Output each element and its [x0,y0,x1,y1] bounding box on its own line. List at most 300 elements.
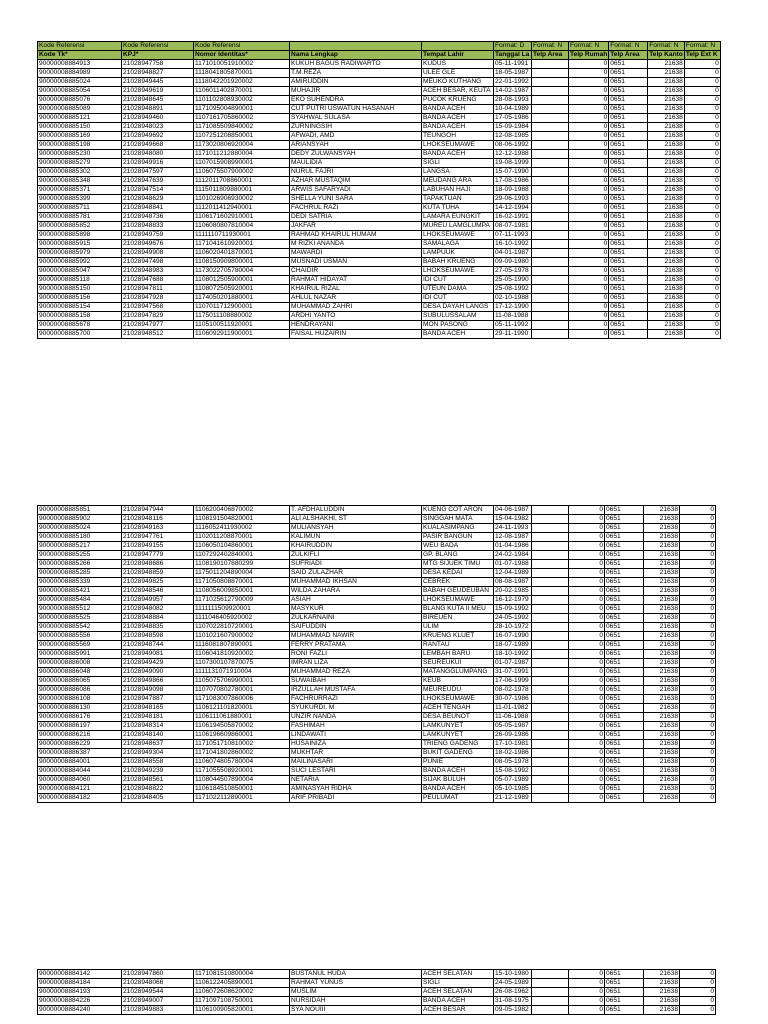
tanggal-lahir-cell: 17-08-1986 [494,177,532,186]
tanggal-lahir-cell: 04-06-1987 [494,506,532,515]
kode-tk-cell: 90000008885348 [38,177,122,186]
kode-tk-cell: 90000008886065 [38,677,122,686]
kode-tk-cell: 90000008885421 [38,587,122,596]
table-row [38,1006,716,1015]
table-row [38,578,716,587]
telp-kantor-cell: 21638 [648,195,685,204]
telp-area-kantor-cell: 0651 [605,767,644,776]
telp-kantor-cell: 21638 [644,785,680,794]
kode-tk-cell: 90000008884001 [38,758,122,767]
telp-rumah-cell: 0 [569,704,605,713]
tanggal-lahir-cell: 30-07-1986 [494,695,532,704]
telp-area-cell [532,60,569,69]
nama-lengkap-cell: ARIANSYAH [290,141,422,150]
tempat-lahir-cell: DESA DAYAH LANGS [422,303,494,312]
kode-tk-cell: 90000008885525 [38,614,122,623]
nomor-identitas-cell: 1108191504820001 [194,515,290,524]
telp-kantor-cell: 21638 [648,69,685,78]
telp-ext-cell: 0 [680,776,716,785]
table-row [38,105,721,114]
table-row [38,740,716,749]
nama-lengkap-cell: SAID ZULAZHAR [290,569,422,578]
telp-area-cell [532,258,569,267]
telp-rumah-cell: 0 [569,668,605,677]
telp-area-kantor-cell: 0651 [609,87,648,96]
telp-area-kantor-cell: 0651 [609,105,648,114]
nomor-identitas-cell: 1111131071910004 [194,668,290,677]
kpj-cell: 21028948558 [122,758,194,767]
table-row [38,614,716,623]
nama-lengkap-cell: MUSLIM [290,988,422,997]
telp-rumah-cell: 0 [569,551,605,560]
telp-area-cell [532,970,569,979]
tanggal-lahir-cell: 01-04-1986 [494,542,532,551]
nomor-identitas-cell: 1173022705780004 [194,267,290,276]
nama-lengkap-cell: SUWAIBAH [290,677,422,686]
telp-rumah-cell: 0 [569,204,609,213]
nomor-identitas-cell: 1171025612790009 [194,596,290,605]
nomor-identitas-cell: 1106100905820001 [194,1006,290,1015]
telp-ext-cell: 0 [684,276,720,285]
header-row-columns [38,51,721,60]
telp-kantor-cell: 21638 [644,524,680,533]
telp-rumah-cell: 0 [569,632,605,641]
telp-kantor-cell: 21638 [644,695,680,704]
tempat-lahir-cell: ULIM [422,623,494,632]
tempat-lahir-cell: PUNIE [422,758,494,767]
table-row [38,542,716,551]
nomor-identitas-cell: 1116081807890001 [194,641,290,650]
telp-area-cell [532,587,569,596]
nomor-identitas-cell: 1101021607900002 [194,632,290,641]
table-row [38,979,716,988]
tanggal-lahir-cell: 26-09-1986 [494,731,532,740]
tanggal-lahir-cell: 08-07-1981 [494,222,532,231]
tempat-lahir-cell: BANDA ACEH [422,123,494,132]
telp-ext-cell: 0 [684,285,720,294]
nama-lengkap-cell: MASYKUR [290,605,422,614]
kpj-cell: 21028948082 [122,605,194,614]
nomor-identitas-cell: 1107161705860002 [194,114,290,123]
telp-ext-cell: 0 [680,506,716,515]
nomor-identitas-cell: 1106050104860001 [194,542,290,551]
tempat-lahir-cell: BANDA ACEH [422,330,494,339]
tanggal-lahir-cell: 25-05-1990 [494,276,532,285]
kpj-cell: 21028949825 [122,578,194,587]
nomor-identitas-cell: 1115011809880001 [194,186,290,195]
telp-rumah-cell: 0 [569,1006,605,1015]
table-row [38,695,716,704]
table-row [38,285,721,294]
kpj-cell: 21028948080 [122,150,194,159]
nama-lengkap-cell: MUKHTAR [290,749,422,758]
telp-area-kantor-cell: 0651 [605,677,644,686]
telp-rumah-cell: 0 [569,303,609,312]
telp-kantor-cell: 21638 [644,596,680,605]
telp-ext-cell: 0 [684,294,720,303]
telp-area-cell [532,114,569,123]
tanggal-lahir-cell: 09-09-1980 [494,258,532,267]
tempat-lahir-cell: SINGGAH MATA [422,515,494,524]
kode-tk-cell: 90000008884184 [38,979,122,988]
telp-rumah-cell: 0 [569,150,609,159]
kpj-cell: 21028948841 [122,204,194,213]
kode-tk-cell: 90000008885991 [38,650,122,659]
telp-area-kantor-cell: 0651 [605,506,644,515]
nomor-identitas-cell: 1108190107880299 [194,560,290,569]
telp-rumah-cell: 0 [569,749,605,758]
nama-lengkap-cell: NETARIA [290,776,422,785]
tanggal-lahir-cell: 29-06-1993 [494,195,532,204]
tempat-lahir-cell: ACEH BESAR [422,1006,494,1015]
nama-lengkap-cell: M RIZKI ANANDA [290,240,422,249]
tempat-lahir-cell: SIGLI [422,159,494,168]
telp-area-kantor-cell: 0651 [609,150,648,159]
telp-ext-cell: 0 [680,758,716,767]
tempat-lahir-cell: LAMKUNYET [422,722,494,731]
nomor-identitas-cell: 1108072505920001 [194,285,290,294]
kpj-cell: 21028949155 [122,542,194,551]
nama-lengkap-cell: MUHAMMAD IKHSAN [290,578,422,587]
telp-rumah-cell: 0 [569,213,609,222]
kode-tk-cell: 90000008884193 [38,988,122,997]
nomor-identitas-cell: 1111046405920002 [194,614,290,623]
tempat-lahir-cell: BANDA ACEH [422,105,494,114]
header-cell: Format: D [494,42,532,51]
telp-area-kantor-cell: 0651 [609,60,648,69]
nomor-identitas-cell: 1107292402840001 [194,551,290,560]
nama-lengkap-cell: NURUL FAJRI [290,168,422,177]
telp-kantor-cell: 21638 [648,303,685,312]
kode-tk-cell: 90000008885266 [38,560,122,569]
kpj-cell: 21028947829 [122,312,194,321]
telp-area-kantor-cell: 0651 [605,587,644,596]
nama-lengkap-cell: MUHAJIR [290,87,422,96]
kode-tk-cell: 90000008885118 [38,276,122,285]
nama-lengkap-cell: MUSNADI USMAN [290,258,422,267]
telp-ext-cell: 0 [680,605,716,614]
kode-tk-cell: 90000008885169 [38,132,122,141]
tanggal-lahir-cell: 24-11-1993 [494,524,532,533]
tanggal-lahir-cell: 31-07-1991 [494,668,532,677]
table-row [38,713,716,722]
telp-area-cell [532,87,569,96]
nomor-identitas-cell: 1171097108750001 [194,997,290,1006]
kode-tk-cell: 90000008886176 [38,713,122,722]
telp-area-cell [532,767,569,776]
tempat-lahir-cell: BANDA ACEH [422,785,494,794]
nomor-identitas-cell: 1111110711930001 [194,231,290,240]
telp-area-cell [532,596,569,605]
kode-tk-cell: 90000008886130 [38,704,122,713]
tempat-lahir-cell: TEUNGOH [422,132,494,141]
telp-ext-cell: 0 [684,321,720,330]
telp-rumah-cell: 0 [569,641,605,650]
telp-kantor-cell: 21638 [644,749,680,758]
nama-lengkap-cell: BUSTANUL HUDA [290,970,422,979]
kode-tk-cell: 90000008884989 [38,69,122,78]
telp-ext-cell: 0 [684,231,720,240]
nomor-identitas-cell: 1101026906930002 [194,195,290,204]
nama-lengkap-cell: MAILINASARI [290,758,422,767]
telp-ext-cell: 0 [684,159,720,168]
telp-kantor-cell: 21638 [644,542,680,551]
tanggal-lahir-cell: 18-02-1986 [494,749,532,758]
kode-tk-cell: 90000008885150 [38,285,122,294]
tempat-lahir-cell: TRIENG GADENG [422,740,494,749]
telp-area-cell [532,330,569,339]
kpj-cell: 21028948181 [122,713,194,722]
telp-rumah-cell: 0 [569,249,609,258]
telp-area-cell [532,740,569,749]
header-cell: Format: N [569,42,609,51]
kpj-cell: 21028948314 [122,722,194,731]
telp-area-kantor-cell: 0651 [609,285,648,294]
tempat-lahir-cell: UTEUN DAMA [422,285,494,294]
tanggal-lahir-cell: 19-08-1999 [494,159,532,168]
tempat-lahir-cell: KUTA TUHA [422,204,494,213]
telp-area-cell [532,96,569,105]
tanggal-lahir-cell: 11-06-1988 [494,713,532,722]
telp-ext-cell: 0 [680,515,716,524]
table-row [38,141,721,150]
telp-ext-cell: 0 [684,150,720,159]
telp-kantor-cell: 21638 [648,96,685,105]
kode-tk-cell: 90000008885089 [38,105,122,114]
kpj-cell: 21028949081 [122,650,194,659]
nomor-identitas-cell: 1108056009850001 [194,587,290,596]
header-cell: Format: N [609,42,648,51]
table-row [38,641,716,650]
telp-area-cell [532,276,569,285]
tanggal-lahir-cell: 16-02-1991 [494,213,532,222]
nomor-identitas-cell: 1106121101820001 [194,704,290,713]
nama-lengkap-cell: SHELLA YUNI SARA [290,195,422,204]
kode-tk-cell: 90000008885154 [38,303,122,312]
kpj-cell: 21028949163 [122,524,194,533]
table-row [38,168,721,177]
tanggal-lahir-cell: 09-05-1982 [494,1006,532,1015]
telp-area-kantor-cell: 0651 [605,605,644,614]
telp-ext-cell: 0 [680,587,716,596]
tanggal-lahir-cell: 16-10-1992 [494,240,532,249]
telp-area-kantor-cell: 0651 [609,168,648,177]
telp-kantor-cell: 21638 [644,551,680,560]
nama-lengkap-cell: KALIMUN [290,533,422,542]
kode-tk-cell: 90000008885399 [38,195,122,204]
nama-lengkap-cell: IRZULLAH MUSTAFA [290,686,422,695]
nama-lengkap-cell: NURSIDAH [290,997,422,1006]
kode-tk-cell: 90000008886008 [38,659,122,668]
telp-kantor-cell: 21638 [644,605,680,614]
telp-rumah-cell: 0 [569,794,605,803]
telp-rumah-cell: 0 [569,605,605,614]
nomor-identitas-cell: 1175011108880002 [194,312,290,321]
telp-kantor-cell: 21638 [648,177,685,186]
telp-kantor-cell: 21638 [644,623,680,632]
tanggal-lahir-cell: 12-04-1989 [494,569,532,578]
table-row [38,276,721,285]
header-cell: Format: N [684,42,720,51]
telp-ext-cell: 0 [684,105,720,114]
kpj-cell: 21028948736 [122,213,194,222]
telp-rumah-cell: 0 [569,60,609,69]
kpj-cell: 21028947761 [122,533,194,542]
telp-ext-cell: 0 [680,979,716,988]
nama-lengkap-cell: ZURNINGSIH [290,123,422,132]
nama-lengkap-cell: ZULKIFLI [290,551,422,560]
telp-ext-cell: 0 [680,722,716,731]
telp-area-cell [532,285,569,294]
nomor-identitas-cell: 1101102808930002 [194,96,290,105]
telp-area-cell [532,186,569,195]
tanggal-lahir-cell: 29-11-1990 [494,330,532,339]
kpj-cell: 21028949668 [122,141,194,150]
table-row [38,776,716,785]
tempat-lahir-cell: IDI CUT [422,276,494,285]
kpj-cell: 21028949445 [122,78,194,87]
telp-kantor-cell: 21638 [644,776,680,785]
tempat-lahir-cell: KUALASIMPANG [422,524,494,533]
kode-tk-cell: 90000008885700 [38,330,122,339]
table-row [38,249,721,258]
telp-ext-cell: 0 [680,650,716,659]
telp-area-kantor-cell: 0651 [605,686,644,695]
telp-area-kantor-cell: 0651 [605,776,644,785]
tanggal-lahir-cell: 11-08-1988 [494,312,532,321]
telp-area-kantor-cell: 0651 [605,623,644,632]
kode-tk-cell: 90000008885569 [38,641,122,650]
telp-ext-cell: 0 [684,267,720,276]
tanggal-lahir-cell: 14-02-1987 [494,87,532,96]
kode-tk-cell: 90000008885047 [38,267,122,276]
header-cell: Kode Tk* [38,51,122,60]
telp-kantor-cell: 21638 [644,587,680,596]
table-row [38,60,721,69]
telp-rumah-cell: 0 [569,321,609,330]
table-row [38,330,721,339]
telp-area-cell [532,695,569,704]
telp-area-cell [532,312,569,321]
telp-kantor-cell: 21638 [648,60,685,69]
table-row [38,659,716,668]
kpj-cell: 21028948598 [122,632,194,641]
table-row [38,731,716,740]
kode-tk-cell: 90000008886197 [38,722,122,731]
telp-ext-cell: 0 [684,78,720,87]
tanggal-lahir-cell: 08-08-1987 [494,578,532,587]
table-row [38,704,716,713]
telp-kantor-cell: 21638 [648,114,685,123]
telp-rumah-cell: 0 [569,222,609,231]
tanggal-lahir-cell: 20-02-1985 [494,587,532,596]
telp-area-kantor-cell: 0651 [605,785,644,794]
telp-area-kantor-cell: 0651 [609,222,648,231]
tempat-lahir-cell: KUDUS [422,60,494,69]
telp-area-kantor-cell: 0651 [609,231,648,240]
telp-kantor-cell: 21638 [644,704,680,713]
tanggal-lahir-cell: 14-12-1994 [494,204,532,213]
telp-ext-cell: 0 [684,87,720,96]
tempat-lahir-cell: SUBULUSSALAM [422,312,494,321]
tempat-lahir-cell: LAMKUNYET [422,731,494,740]
kode-tk-cell: 90000008884913 [38,60,122,69]
tanggal-lahir-cell: 15-08-1992 [494,767,532,776]
nomor-identitas-cell: 1106011402870001 [194,87,290,96]
kode-tk-cell: 90000008884060 [38,776,122,785]
telp-kantor-cell: 21638 [644,632,680,641]
nomor-identitas-cell: 1175011204890004 [194,569,290,578]
telp-area-cell [532,524,569,533]
telp-area-kantor-cell: 0651 [605,533,644,542]
nama-lengkap-cell: SUCI LESTARI [290,767,422,776]
tanggal-lahir-cell: 05-11-1992 [494,321,532,330]
telp-area-kantor-cell: 0651 [605,1006,644,1015]
kode-tk-cell: 90000008885915 [38,240,122,249]
telp-kantor-cell: 21638 [644,515,680,524]
telp-ext-cell: 0 [684,177,720,186]
telp-area-kantor-cell: 0651 [605,740,644,749]
tempat-lahir-cell: LAMARA EUNGKIT [422,213,494,222]
telp-area-cell [532,722,569,731]
nama-lengkap-cell: WILDA ZAHARA [290,587,422,596]
nama-lengkap-cell: ARWIS SAFARYADI [290,186,422,195]
nama-lengkap-cell: MUHAMMAD REZA [290,668,422,677]
table-row [38,560,716,569]
telp-area-kantor-cell: 0651 [605,632,644,641]
telp-ext-cell: 0 [680,659,716,668]
table-row [38,650,716,659]
tanggal-lahir-cell: 05-10-1985 [494,785,532,794]
kpj-cell: 21028948835 [122,623,194,632]
telp-rumah-cell: 0 [569,168,609,177]
telp-area-kantor-cell: 0651 [605,542,644,551]
table-row [38,240,721,249]
telp-rumah-cell: 0 [569,114,609,123]
table-row [38,722,716,731]
telp-ext-cell: 0 [680,569,716,578]
telp-kantor-cell: 21638 [648,213,685,222]
telp-area-kantor-cell: 0651 [609,141,648,150]
header-cell: Telp Rumah [570,51,608,58]
nomor-identitas-cell: 1171085509840002 [194,123,290,132]
tanggal-lahir-cell: 17-12-1990 [494,303,532,312]
kode-tk-cell: 90000008885024 [38,78,122,87]
telp-ext-cell: 0 [684,204,720,213]
table-row [38,222,721,231]
telp-ext-cell: 0 [684,258,720,267]
telp-ext-cell: 0 [680,632,716,641]
telp-ext-cell: 0 [680,731,716,740]
nomor-identitas-cell: 1106072608620002 [194,988,290,997]
nama-lengkap-cell: FASHIMAH [290,722,422,731]
kode-tk-cell: 90000008885542 [38,623,122,632]
tempat-lahir-cell: KEUB [422,677,494,686]
telp-rumah-cell: 0 [569,533,605,542]
telp-ext-cell: 0 [680,794,716,803]
telp-area-kantor-cell: 0651 [605,551,644,560]
telp-rumah-cell: 0 [569,695,605,704]
nama-lengkap-cell: KHAIRUL RIZAL [290,285,422,294]
kpj-cell: 21028947597 [122,168,194,177]
telp-rumah-cell: 0 [569,650,605,659]
nama-lengkap-cell: DEDI SATRIA [290,213,422,222]
tanggal-lahir-cell: 12-08-1987 [494,533,532,542]
kpj-cell: 21028949692 [122,132,194,141]
table-row [38,150,721,159]
telp-area-cell [532,141,569,150]
telp-area-kantor-cell: 0651 [605,794,644,803]
